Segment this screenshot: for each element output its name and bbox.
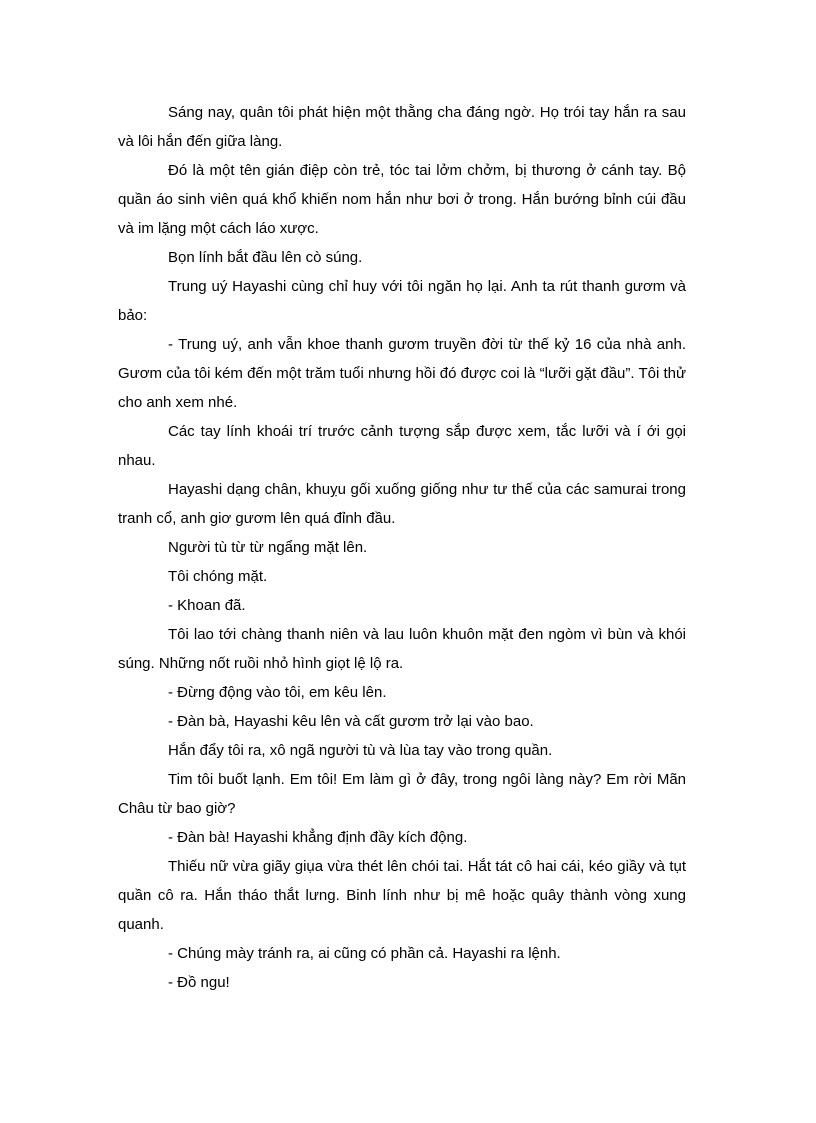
paragraph-19: - Đồ ngu! [168, 974, 230, 991]
paragraph-12: - Đừng động vào tôi, em kêu lên. [168, 684, 387, 701]
paragraph-13: - Đàn bà, Hayashi kêu lên và cất gươm trở lại vào bao. [168, 713, 534, 730]
paragraph-4: Trung uý Hayashi cùng chỉ huy với tôi ngăn họ lại. Anh ta rút thanh gươm và bảo: [118, 278, 686, 324]
paragraph-9: Tôi chóng mặt. [168, 568, 268, 585]
paragraph-10: - Khoan đã. [168, 597, 246, 614]
paragraph-18: - Chúng mày tránh ra, ai cũng có phần cả. Hayashi ra lệnh. [168, 945, 561, 962]
paragraph-16: - Đàn bà! Hayashi khẳng định đầy kích động. [168, 829, 468, 846]
paragraph-3: Bọn lính bắt đầu lên cò súng. [168, 249, 363, 266]
paragraph-8: Người tù từ từ ngẩng mặt lên. [168, 539, 368, 556]
document-page [118, 98, 686, 997]
paragraph-6: Các tay lính khoái trí trước cảnh tượng sắp được xem, tắc lưỡi và í ới gọi nhau. [118, 423, 686, 469]
paragraph-7: Hayashi dạng chân, khuỵu gối xuống giống như tư thế của các samurai trong tranh cổ, anh giơ gươm lên quá đỉnh đầu. [118, 481, 686, 527]
paragraph-1: Sáng nay, quân tôi phát hiện một thằng cha đáng ngờ. Họ trói tay hắn ra sau và lôi hắn đến giữa làng. [118, 104, 686, 150]
paragraph-17: Thiếu nữ vừa giãy giụa vừa thét lên chói tai. Hắt tát cô hai cái, kéo giầy và tụt quần cô ra. Hắn tháo thắt lưng. Binh lính như bị mê hoặc quây thành vòng xung quanh. [118, 858, 686, 933]
paragraph-14: Hắn đẩy tôi ra, xô ngã người tù và lùa tay vào trong quần. [168, 742, 553, 759]
paragraph-2: Đó là một tên gián điệp còn trẻ, tóc tai lởm chởm, bị thương ở cánh tay. Bộ quần áo sinh viên quá khổ khiến nom hắn như bơi ở trong. Hắn bướng bỉnh cúi đầu và im lặng một cách láo xược. [118, 162, 686, 237]
paragraph-11: Tôi lao tới chàng thanh niên và lau luôn khuôn mặt đen ngòm vì bùn và khói súng. Những nốt ruồi nhỏ hình giọt lệ lộ ra. [118, 626, 686, 672]
paragraph-15: Tim tôi buốt lạnh. Em tôi! Em làm gì ở đây, trong ngôi làng này? Em rời Mãn Châu từ bao giờ? [118, 771, 686, 817]
paragraph-5: - Trung uý, anh vẫn khoe thanh gươm truyền đời từ thế kỷ 16 của nhà anh. Gươm của tôi kém đến một trăm tuổi nhưng hồi đó được coi là “lưỡi gặt đầu”. Tôi thử cho anh xem nhé. [118, 336, 687, 411]
